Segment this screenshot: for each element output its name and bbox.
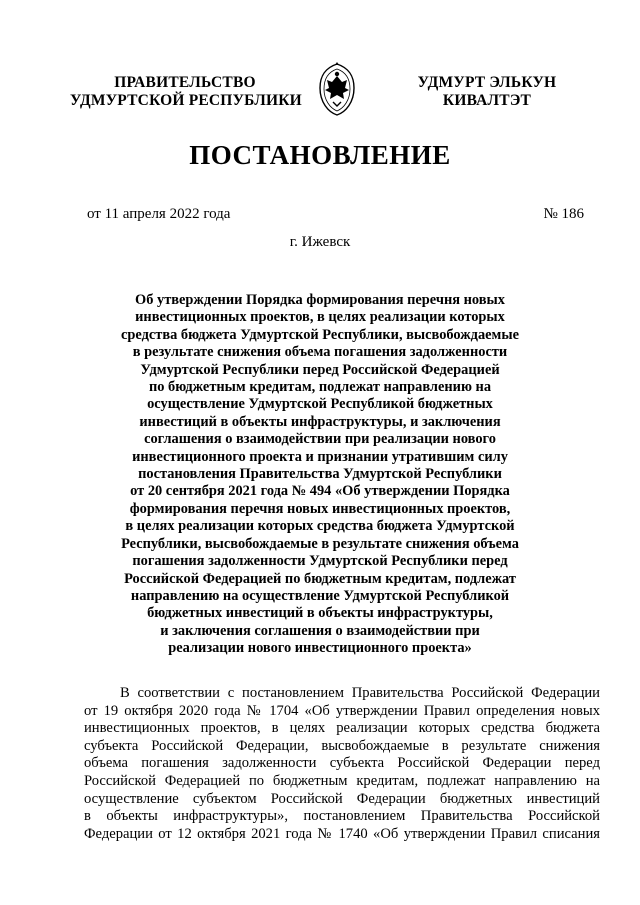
subject-line: реализации нового инвестиционного проекта» <box>168 640 472 657</box>
subject-line: осуществление Удмуртской Республикой бюджетных <box>147 396 493 413</box>
subject-line: Удмуртской Республики перед Российской Федерацией <box>140 361 500 378</box>
document-city: г. Ижевск <box>289 234 351 250</box>
body-paragraph <box>84 685 600 843</box>
body-line: субъекта Российской Федерации, высвобождаемые в результате снижения <box>84 737 600 754</box>
subject-line: соглашения о взаимодействии при реализации нового <box>144 431 496 448</box>
body-line: от 19 октября 2020 года № 1704 «Об утверждении Правил определения новых <box>84 702 600 719</box>
subject-line: направлению на осуществление Удмуртской Республикой <box>130 587 510 604</box>
subject-line: Об утверждении Порядка формирования перечня новых <box>135 292 505 308</box>
subject-line: формирования перечня новых инвестиционных проектов, <box>129 500 511 517</box>
body-line: Российской Федерацией по бюджетным кредитам, подлежат направлению на <box>84 772 600 789</box>
subject-line: инвестиционного проекта и признании утратившим силу <box>132 448 508 465</box>
subject-line: бюджетных инвестиций в объекты инфраструктуры, <box>147 605 493 622</box>
body-line: инвестиционных проектов, в целях реализации которых средства бюджета <box>84 720 600 737</box>
header-line: УДМУРТСКОЙ РЕСПУБЛИКИ <box>70 92 302 109</box>
subject-line: инвестиционных проектов, в целях реализации которых <box>135 309 505 326</box>
body-line: В соответствии с постановлением Правительства Российской Федерации <box>120 685 600 701</box>
subject-line: Российской Федерацией по бюджетным кредитам, подлежат <box>124 570 516 587</box>
document-title: ПОСТАНОВЛЕНИЕ <box>189 140 451 170</box>
government-name-russian <box>70 74 300 110</box>
header-line: УДМУРТ ЭЛЬКУН <box>417 74 557 91</box>
subject-line: по бюджетным кредитам, подлежат направлению на <box>148 379 492 396</box>
document-subject <box>80 292 560 658</box>
subject-line: постановления Правительства Удмуртской Республики <box>138 466 502 483</box>
document-date: от 11 апреля 2022 года <box>87 206 231 222</box>
subject-line: Республики, высвобождаемые в результате снижения объема <box>121 535 519 552</box>
subject-line: инвестиций в объекты инфраструктуры, и заключения <box>139 413 501 430</box>
coat-of-arms-icon <box>315 60 359 118</box>
document-number: № 186 <box>543 206 584 222</box>
subject-line: средства бюджета Удмуртской Республики, высвобождаемые <box>121 326 519 343</box>
subject-line: в результате снижения объема погашения задолженности <box>132 344 508 361</box>
subject-line: от 20 сентября 2021 года № 494 «Об утверждении Порядка <box>130 483 510 500</box>
header-line: КИВАЛТЭТ <box>442 92 532 109</box>
body-line: в объекты инфраструктуры», постановлением Правительства Российской <box>84 808 600 825</box>
header-line: ПРАВИТЕЛЬСТВО <box>114 74 256 91</box>
body-line: осуществление субъектом Российской Федерации бюджетных инвестиций <box>84 790 600 807</box>
subject-line: в целях реализации которых средства бюджета Удмуртской <box>125 518 515 535</box>
body-line: объема погашения задолженности субъекта Российской Федерации перед <box>84 755 600 772</box>
government-name-udmurt <box>402 74 572 110</box>
subject-line: погашения задолженности Удмуртской Республики перед <box>132 553 508 570</box>
subject-line: и заключения соглашения о взаимодействии при <box>160 622 480 639</box>
body-line: Федерации от 12 октября 2021 года № 1740 «Об утверждении Правил списания <box>84 825 600 842</box>
